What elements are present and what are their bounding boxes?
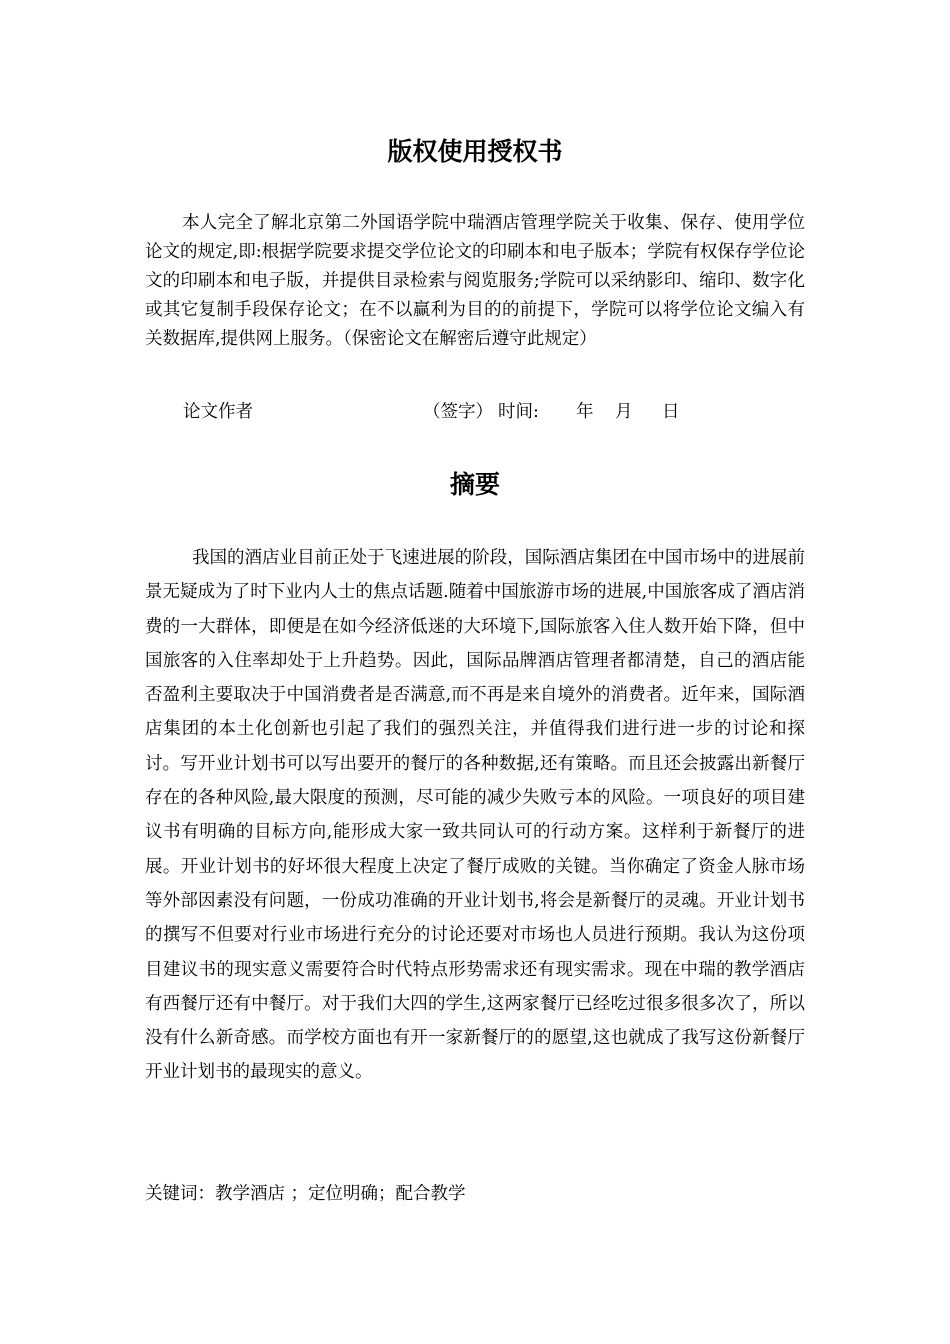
signature-line [183, 398, 743, 424]
abstract-title: 摘要 [449, 470, 500, 499]
abstract-paragraph: 我国的酒店业目前正处于飞速进展的阶段，国际酒店集团在中国市场中的进展前景无疑成为了时下业内人士的焦点话题.随着中国旅游市场的进展,中国旅客成了酒店消费的一大群体，即便是在如今经济低迷的大环境下,国际旅客入住人数开始下降，但中国旅客的入住率却处于上升趋势。因此，国际品牌酒店管理者都清楚，自己的酒店能否盈利主要取决于中国消费者是否满意,而不再是来自境外的消费者。近年来，国际酒店集团的本土化创新也引起了我们的强烈关注，并值得我们进行进一步的讨论和探讨。写开业计划书可以写出要开的餐厅的各种数据,还有策略。而且还会披露出新餐厅存在的各种风险,最大限度的预测，尽可能的减少失败亏本的风险。一项良好的项目建议书有明确的目标方向,能形成大家一致共同认可的行动方案。这样利于新餐厅的进展。开业计划书的好坏很大程度上决定了餐厅成败的关键。当你确定了资金人脉市场等外部因素没有问题，一份成功准确的开业计划书,将会是新餐厅的灵魂。开业计划书的撰写不但要对行业市场进行充分的讨论还要对市场也人员进行预期。我认为这份项目建议书的现实意义需要符合时代特点形势需求还有现实需求。现在中瑞的教学酒店有西餐厅还有中餐厅。对于我们大四的学生,这两家餐厅已经吃过很多很多次了，所以没有什么新奇感。而学校方面也有开一家新餐厅的的愿望,这也就成了我写这份新餐厅开业计划书的最现实的意义。 [145, 548, 805, 1083]
signature-label: （签字） [423, 402, 493, 422]
copyright-title: 版权使用授权书 [387, 137, 563, 166]
year-label: 年 [576, 402, 594, 422]
day-label: 日 [662, 402, 680, 422]
copyright-paragraph: 本人完全了解北京第二外国语学院中瑞酒店管理学院关于收集、保存、使用学位论文的规定,即:根据学院要求提交学位论文的印刷本和电子版本；学院有权保存学位论文的印刷本和电子版，并提供目录检索与阅览服务;学院可以采纳影印、缩印、数字化或其它复制手段保存论文；在不以赢利为目的的前提下，学院可以将学位论文编入有关数据库,提供网上服务。（保密论文在解密后遵守此规定） [145, 213, 805, 349]
author-label: 论文作者 [183, 402, 253, 422]
month-label: 月 [615, 402, 633, 422]
time-label: 时间: [498, 402, 539, 422]
keywords-line: 关键词：教学酒店 ；定位明确；配合教学 [145, 1184, 466, 1204]
